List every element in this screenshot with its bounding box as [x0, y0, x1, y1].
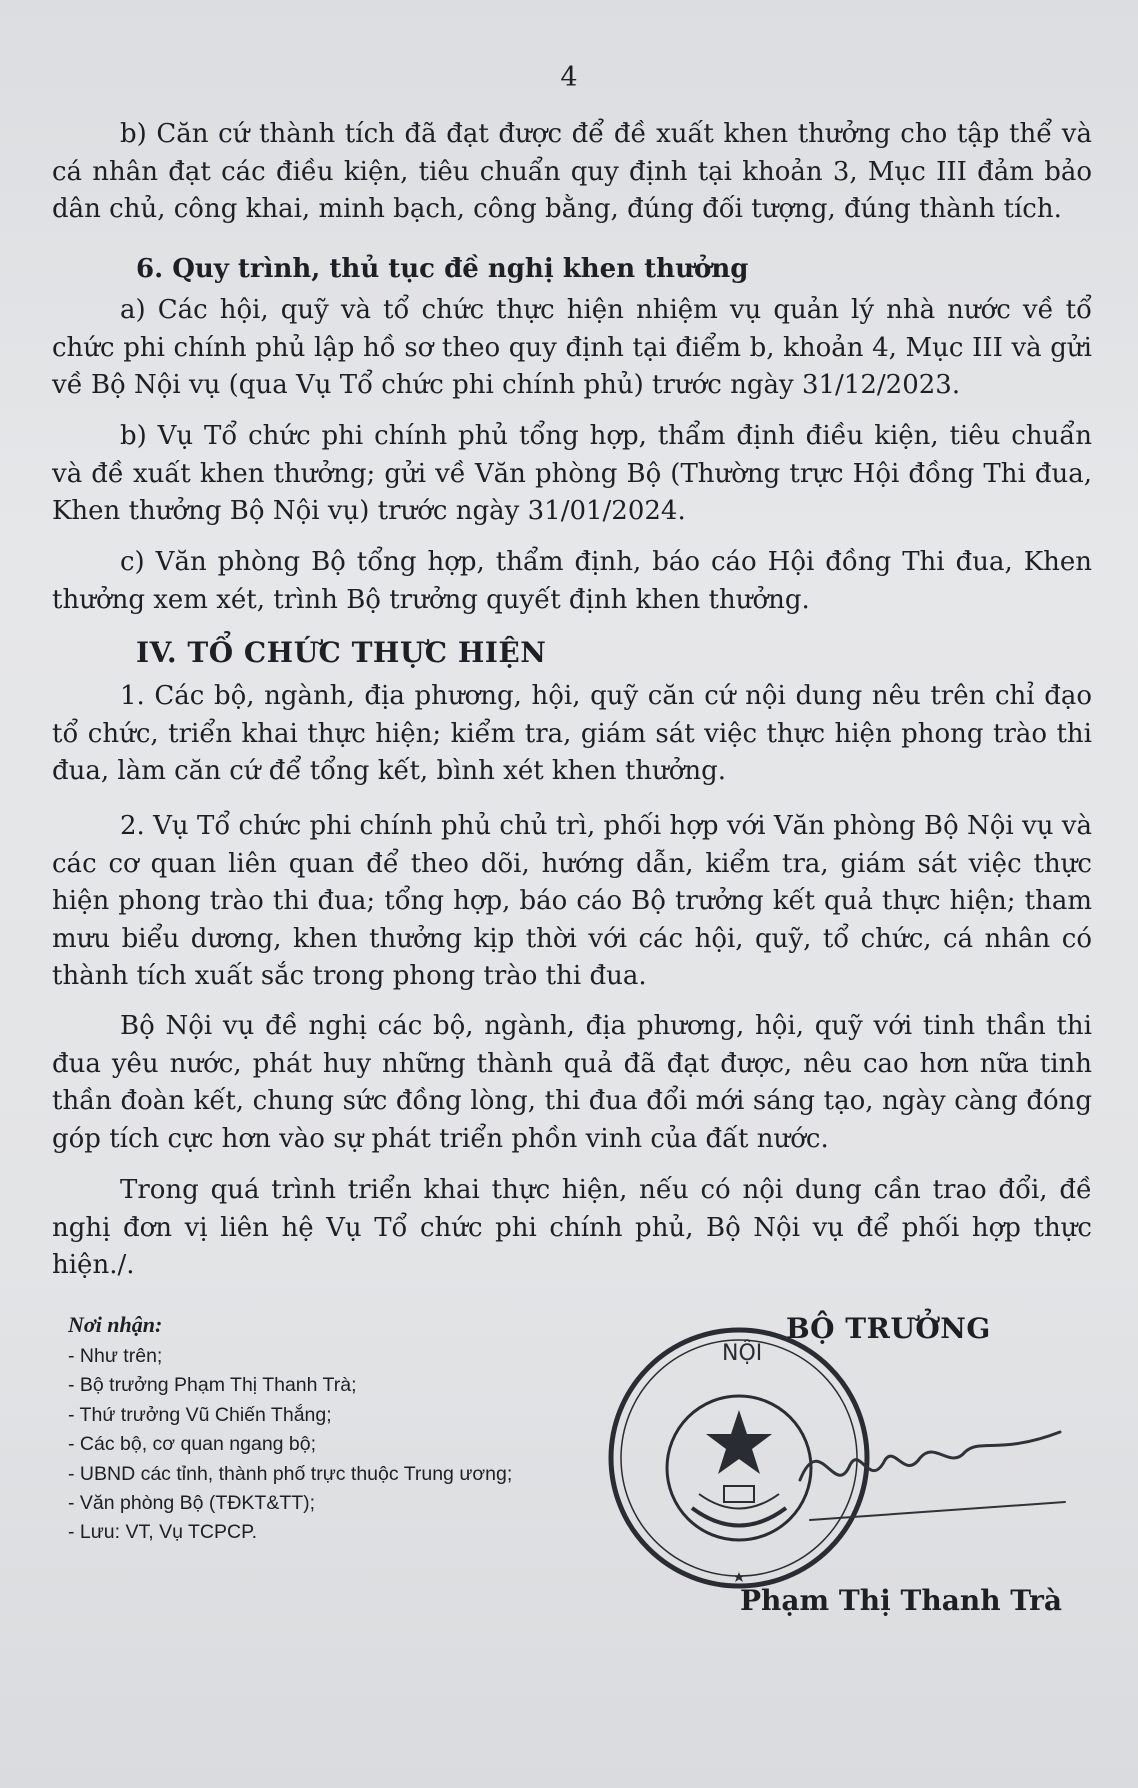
- heading-section-iv: IV. TỔ CHỨC THỰC HIỆN: [136, 636, 547, 669]
- recipients-title: Nơi nhận:: [68, 1312, 163, 1337]
- recipient-item: - UBND các tỉnh, thành phố trực thuộc Trung ương;: [68, 1462, 513, 1485]
- paragraph-iv-2: 2. Vụ Tổ chức phi chính phủ chủ trì, phối hợp với Văn phòng Bộ Nội vụ và các cơ quan liên quan để theo dõi, hướng dẫn, kiểm tra, giám sát việc thực hiện phong trào thi đua; tổng hợp, báo cáo Bộ trưởng kết quả thực hiện; tham mưu biểu dương, khen thưởng kịp thời với các hội, quỹ, tổ chức, cá nhân có thành tích xuất sắc trong phong trào thi đua.: [52, 811, 1092, 992]
- paragraph-request: Bộ Nội vụ đề nghị các bộ, ngành, địa phương, hội, quỹ với tinh thần thi đua yêu nước, phát huy những thành quả đã đạt được, nêu cao hơn nữa tinh thần đoàn kết, chung sức đồng lòng, thi đua đổi mới sáng tạo, ngày càng đóng góp tích cực hơn vào sự phát triển phồn vinh của đất nước.: [52, 1011, 1092, 1154]
- handwritten-signature-icon: [790, 1410, 1070, 1530]
- paragraph-b-achievement: b) Căn cứ thành tích đã đạt được để đề xuất khen thưởng cho tập thể và cá nhân đạt các điều kiện, tiêu chuẩn quy định tại khoản 3, Mục III đảm bảo dân chủ, công khai, minh bạch, công bằng, đúng đối tượng, đúng thành tích.: [52, 119, 1092, 225]
- recipients-block: [68, 1312, 628, 1548]
- signer-name: Phạm Thị Thanh Trà: [740, 1584, 1062, 1617]
- recipient-item: - Bộ trưởng Phạm Thị Thanh Trà;: [68, 1374, 357, 1397]
- paragraph-6b: b) Vụ Tổ chức phi chính phủ tổng hợp, thẩm định điều kiện, tiêu chuẩn và đề xuất khen thưởng; gửi về Văn phòng Bộ (Thường trực Hội đồng Thi đua, Khen thưởng Bộ Nội vụ) trước ngày 31/01/2024.: [52, 421, 1092, 527]
- recipient-item: - Văn phòng Bộ (TĐKT&TT);: [68, 1492, 316, 1515]
- paragraph-6c: c) Văn phòng Bộ tổng hợp, thẩm định, báo cáo Hội đồng Thi đua, Khen thưởng xem xét, trình Bộ trưởng quyết định khen thưởng.: [52, 547, 1092, 615]
- paragraph-iv-1: 1. Các bộ, ngành, địa phương, hội, quỹ căn cứ nội dung nêu trên chỉ đạo tổ chức, triển khai thực hiện; kiểm tra, giám sát việc thực hiện phong trào thi đua, làm căn cứ để tổng kết, bình xét khen thưởng.: [52, 681, 1092, 787]
- recipient-item: - Thứ trưởng Vũ Chiến Thắng;: [68, 1403, 332, 1426]
- heading-section-6: 6. Quy trình, thủ tục đề nghị khen thưởng: [136, 254, 749, 284]
- signer-title: BỘ TRƯỞNG: [786, 1312, 991, 1345]
- page-number: 4: [560, 62, 578, 93]
- paragraph-6a: a) Các hội, quỹ và tổ chức thực hiện nhiệm vụ quản lý nhà nước về tổ chức phi chính phủ lập hồ sơ theo quy định tại điểm b, khoản 4, Mục III và gửi về Bộ Nội vụ (qua Vụ Tổ chức phi chính phủ) trước ngày 31/12/2023.: [52, 295, 1092, 401]
- recipient-item: - Lưu: VT, Vụ TCPCP.: [68, 1521, 257, 1544]
- recipient-item: - Các bộ, cơ quan ngang bộ;: [68, 1433, 317, 1456]
- paragraph-contact: Trong quá trình triển khai thực hiện, nếu có nội dung cần trao đổi, đề nghị đơn vị liên hệ Vụ Tổ chức phi chính phủ, Bộ Nội vụ để phối hợp thực hiện./.: [52, 1175, 1092, 1281]
- recipient-item: - Như trên;: [68, 1345, 163, 1367]
- seal-text: NỘI: [722, 1341, 763, 1366]
